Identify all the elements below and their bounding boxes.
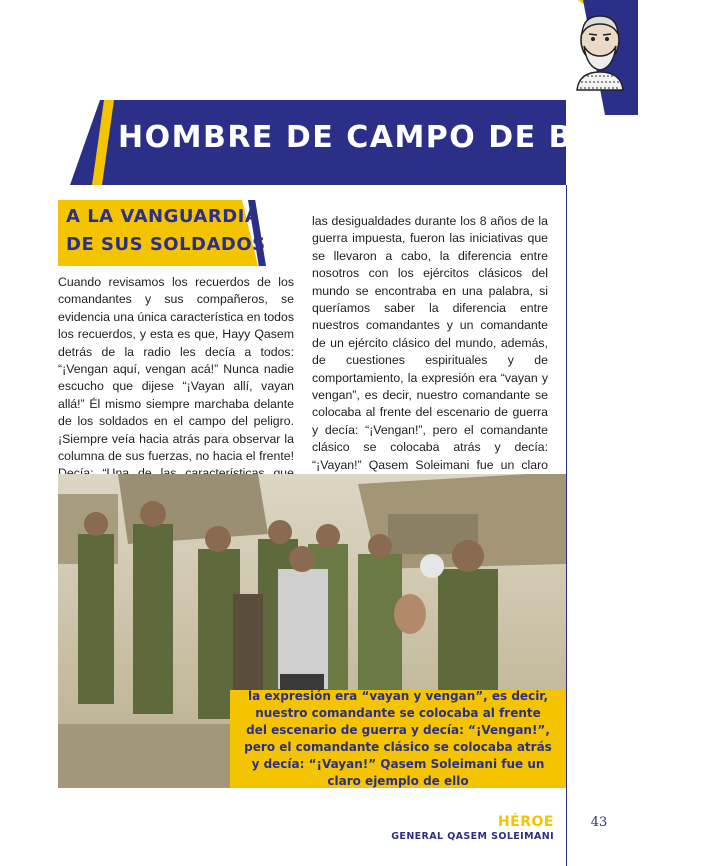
pull-quote-text: la expresión era “vayan y vengan”, es decir, nuestro comandante se colocaba al frente del escenario de guerra y decía: “¡Vengan!”, pero el comandante clásico se colocaba atrás y decía: “¡Vayan!” Qasem Soleimani fue un claro ejemplo de ello: [244, 689, 552, 788]
body-text-left-column: Cuando revisamos los recuerdos de los comandantes y sus compañeros, se evidencia una única característica en todos los recuerdos, y esta es que, Hayy Qasem detrás de la radio les decía a todos: “¡Vengan aquí, vengan acá!” Nunca nadie escucho que dijese “¡Vayan allí, vayan allá!” Él mismo siempre marchaba delante de los soldados en el campo del peligro. ¡Siempre veía hacia atrás para observar la columna de sus fuerzas, no hacia el frente!: [58, 275, 294, 464]
soldier-portrait-illustration: [569, 10, 631, 90]
footer-brand-subtitle: GENERAL QASEM SOLEIMANI: [391, 831, 554, 842]
pull-quote-callout: [230, 690, 566, 788]
subheading-line-2: DE SUS SOLDADOS: [66, 234, 266, 255]
page-title: HOMBRE DE CAMPO DE BATALLA: [118, 120, 706, 155]
body-text-right-column: las desigualdades durante los 8 años de la guerra impuesta, fueron las iniciativas que se llevaron a cabo, la diferencia entre nosotros con los ejércitos clásicos del mundo se encontraba en una palabra, si queríamos saber la diferencia entre nuestros comandantes y un comandante de un ejército clásico del mundo, además, de cuestiones espirituales y de comportamiento, la expresión era “vayan y vengan”, es decir, nuestro comandante se colocaba al frente del escenario de guerra y decía: “¡Vengan!”, pero el comandante clásico se colocaba atrás y decía: “¡Vayan!” Qasem Soleimani fue un claro: [312, 214, 548, 472]
page-frame-line: [566, 185, 567, 865]
footer-brand: [391, 814, 554, 842]
subheading-line-1: A LA VANGUARDIA: [66, 206, 260, 227]
footer-brand-title: HÉROE: [497, 814, 554, 830]
footer-separator: [566, 808, 567, 866]
page-number: 43: [590, 815, 608, 830]
